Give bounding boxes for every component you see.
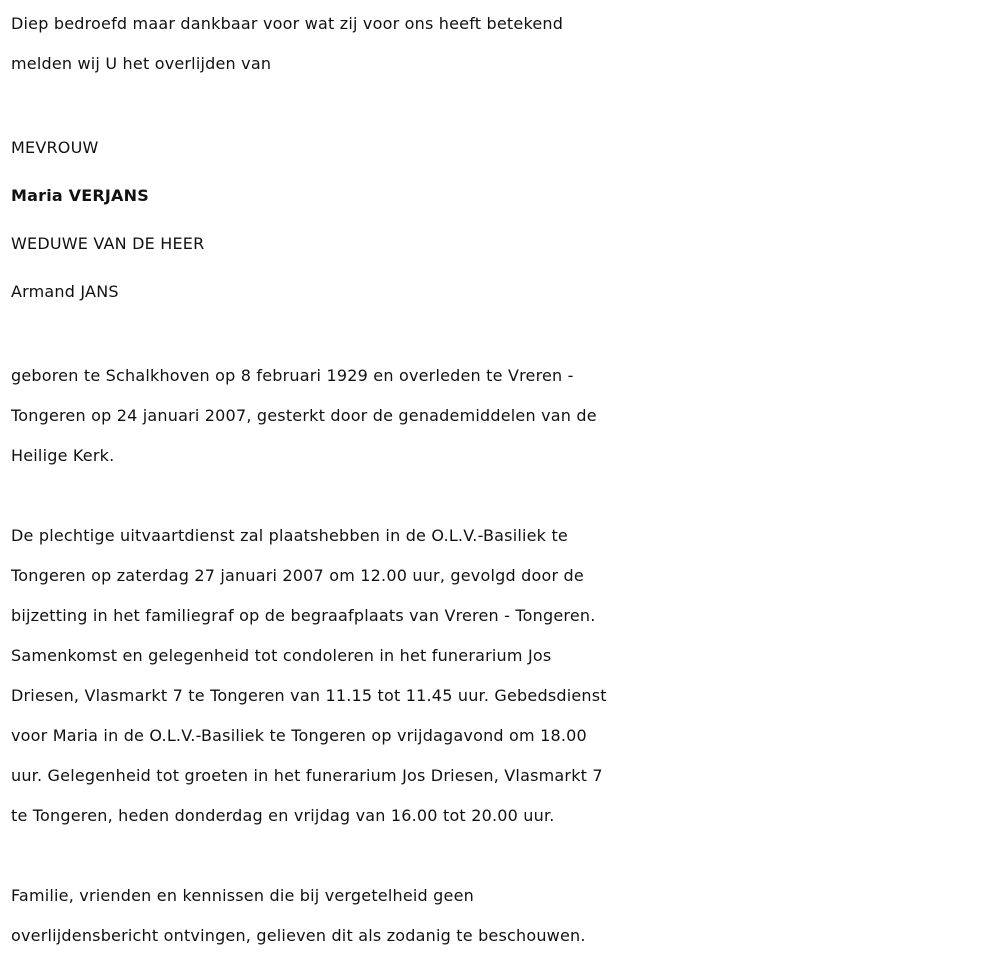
deceased-title-block bbox=[11, 124, 991, 316]
birth-death-paragraph bbox=[11, 356, 991, 476]
closing-paragraph bbox=[11, 876, 991, 956]
service-line: bijzetting in het familiegraf op de begraafplaats van Vreren - Tongeren. bbox=[11, 606, 596, 625]
service-line: Driesen, Vlasmarkt 7 te Tongeren van 11.15 tot 11.45 uur. Gebedsdienst bbox=[11, 686, 607, 705]
service-line: De plechtige uitvaartdienst zal plaatshebben in de O.L.V.-Basiliek te bbox=[11, 526, 568, 545]
closing-line: Familie, vrienden en kennissen die bij vergetelheid geen bbox=[11, 886, 474, 905]
service-paragraph bbox=[11, 516, 991, 836]
obituary-notice bbox=[11, 4, 991, 956]
paragraph-spacer bbox=[11, 316, 991, 356]
paragraph-spacer bbox=[11, 84, 991, 124]
spouse-name: Armand JANS bbox=[11, 282, 119, 301]
birth-death-line: geboren te Schalkhoven op 8 februari 1929 en overleden te Vreren - bbox=[11, 366, 574, 385]
birth-death-line: Tongeren op 24 januari 2007, gesterkt door de genademiddelen van de bbox=[11, 406, 597, 425]
service-line: Samenkomst en gelegenheid tot condoleren in het funerarium Jos bbox=[11, 646, 552, 665]
service-line: voor Maria in de O.L.V.-Basiliek te Tongeren op vrijdagavond om 18.00 bbox=[11, 726, 587, 745]
paragraph-spacer bbox=[11, 476, 991, 516]
deceased-name: Maria VERJANS bbox=[11, 186, 149, 205]
service-line: Tongeren op zaterdag 27 januari 2007 om 12.00 uur, gevolgd door de bbox=[11, 566, 584, 585]
paragraph-spacer bbox=[11, 836, 991, 876]
closing-line: overlijdensbericht ontvingen, gelieven dit als zodanig te beschouwen. bbox=[11, 926, 586, 945]
intro-line: Diep bedroefd maar dankbaar voor wat zij voor ons heeft betekend bbox=[11, 14, 564, 33]
intro-line: melden wij U het overlijden van bbox=[11, 54, 272, 73]
birth-death-line: Heilige Kerk. bbox=[11, 446, 115, 465]
service-line: te Tongeren, heden donderdag en vrijdag van 16.00 tot 20.00 uur. bbox=[11, 806, 555, 825]
service-line: uur. Gelegenheid tot groeten in het funerarium Jos Driesen, Vlasmarkt 7 bbox=[11, 766, 603, 785]
intro-paragraph bbox=[11, 4, 991, 84]
honorific: MEVROUW bbox=[11, 138, 99, 157]
relation-label: WEDUWE VAN DE HEER bbox=[11, 234, 205, 253]
